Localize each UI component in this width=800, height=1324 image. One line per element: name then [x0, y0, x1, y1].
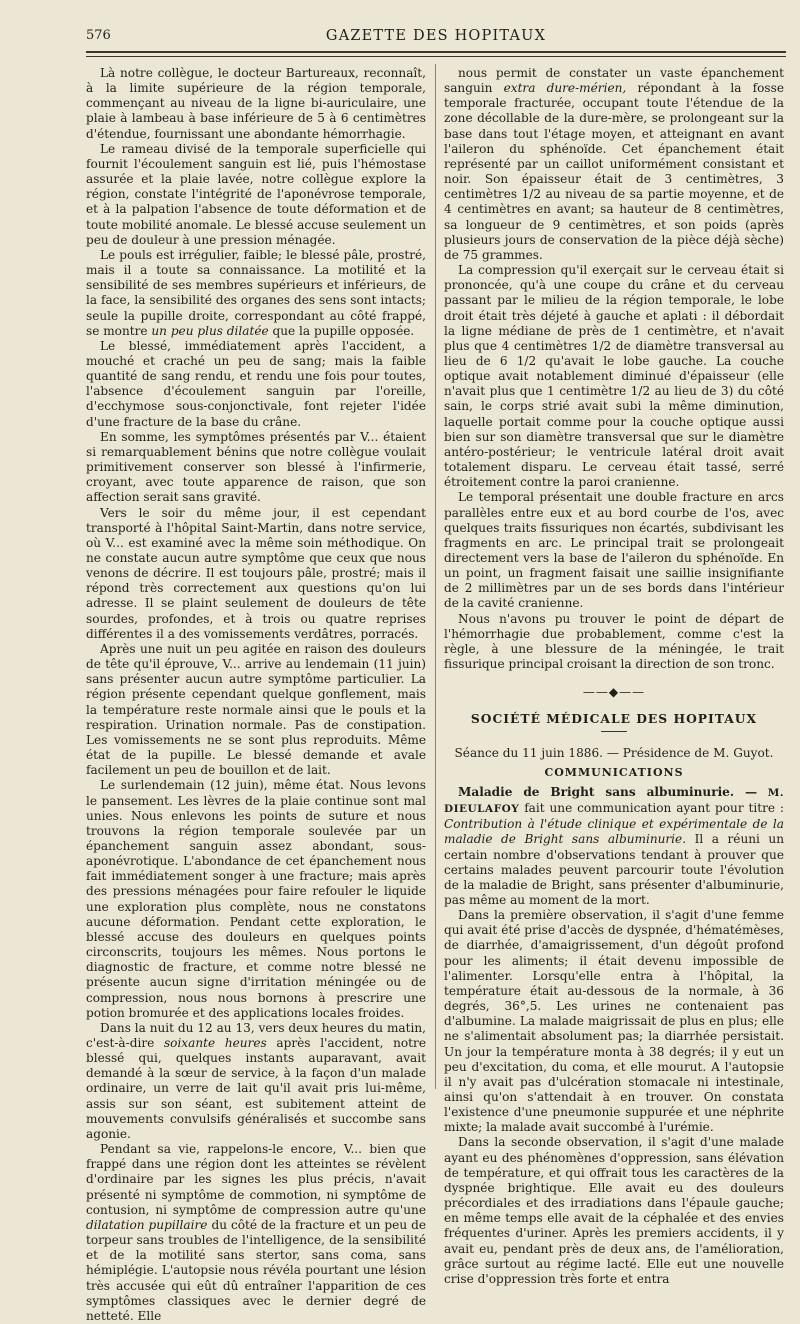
header-rule-thin [86, 56, 786, 57]
paragraph: Dans la nuit du 12 au 13, vers deux heures du matin, c'est-à-dire soixante heures après l'accident, notre blessé qui, quelques instants auparavant, avait demandé à la sœur de service, à la façon d'un malade ordinaire, un verre de lait qu'il avait pris lui-même, assis sur son séant, est subitement atteint de mouvements convulsifs généralisés et succombe sans agonie. [86, 1020, 426, 1141]
column-divider [435, 64, 436, 1089]
paragraph: Après une nuit un peu agitée en raison des douleurs de tête qu'il éprouve, V... arrive au lendemain (11 juin) sans présenter aucun autre symptôme particulier. La région présente cependant quelque gonflement, mais la température reste normale ainsi que le pouls et la respiration. Urination normale. Pas de constipation. Les vomissements ne se sont plus reproduits. Même état de la pupille. Le blessé demande et avale facilement un peu de bouillon et de lait. [86, 641, 426, 778]
paragraph: Nous n'avons pu trouver le point de départ de l'hémorrhagie due probablement, comme c'est la règle, à une blessure de la méningée, le trait fissurique principal croisant la direction de son tronc. [444, 611, 784, 672]
paragraph: nous permit de constater un vaste épanchement sanguin extra dure-mérien, répondant à la fosse temporale fracturée, occupant toute l'étendue de la zone décollable de la dure-mère, se prolongeant sur la base dans tout l'étage moyen, et atteignant en avant l'aileron du sphénoïde. Cet épanchement était représenté par un caillot uniformément consistant et noir. Son épaisseur était de 3 centimètres, 3 centimètres 1/2 au niveau de sa partie moyenne, et de 4 centimètres en avant; sa hauteur de 8 centimètres, sa longueur de 9 centimètres, et son poids (après plusieurs jours de conservation de la pièce déjà sèche) de 75 grammes. [444, 66, 784, 262]
page-header [86, 22, 786, 52]
subsection-title: COMMUNICATIONS [544, 765, 684, 779]
paragraph: En somme, les symptômes présentés par V... étaient si remarquablement bénins que notre collègue voulait primitivement conserver son blessé à l'infirmerie, croyant, avec toute apparence de raison, que son affection serait sans gravité. [86, 429, 426, 505]
paragraph: Le blessé, immédiatement après l'accident, a mouché et craché un peu de sang; mais la faible quantité de sang rendu, et rendu une fois pour toutes, l'absence d'écoulement sanguin par l'oreille, d'ecchymose sous-conjonctivale, font rejeter l'idée d'une fracture de la base du crâne. [86, 338, 426, 429]
section-title: SOCIÉTÉ MÉDICALE DES HOPITAUX [470, 711, 758, 727]
session-line: Séance du 11 juin 1886. — Présidence de M. Guyot. [454, 745, 774, 760]
paragraph: Dans la première observation, il s'agit d'une femme qui avait été prise d'accès de dyspnée, d'hématémèses, de diarrhée, d'amaigrissement, d'un dégoût profond pour les aliments; il était devenu impossible de l'alimenter. Lorsqu'elle entra à l'hôpital, la température était au-dessous de la normale, à 36 degrés, 36°,5. Les urines ne contenaient pas d'albumine. La malade maigrissait de plus en plus; elle ne s'alimentait absolument pas; la diarrhée persistait. Un jour la température monta à 38 degrés; il y eut un peu d'excitation, du coma, et elle mourut. A l'autopsie il n'y avait pas d'ulcération stomacale ni intestinale, ainsi qu'on s'attendait à en trouver. On constata l'existence d'une pneumonie suppurée et une néphrite mixte; la malade avait succombé à l'urémie. [444, 908, 784, 1135]
paragraph: Là notre collègue, le docteur Bartureaux, reconnaît, à la limite supérieure de la région temporale, commençant au niveau de la ligne bi-auriculaire, une plaie à lambeau à base inférieure de 5 à 6 centimètres d'étendue, fournissant une abondante hémorrhagie. [86, 66, 426, 141]
running-title: GAZETTE DES HOPITAUX [325, 28, 547, 44]
paragraph: Pendant sa vie, rappelons-le encore, V... bien que frappé dans une région dont les atteintes se révèlent d'ordinaire par les signes les plus précis, n'avait présenté ni symptôme de commotion, ni symptôme de contusion, ni symptôme de compression autre qu'une dilatation pupillaire du côté de la fracture et un peu de torpeur sans troubles de l'intelligence, de la sensibilité et de la motilité sans stertor, sans coma, sans hémiplégie. L'autopsie nous révéla pourtant une lésion très accusée qui eût dû entraîner l'apparition de ces symptômes classiques avec le dernier degré de netteté. Elle [86, 1142, 427, 1323]
left-column [86, 66, 426, 1324]
paragraph: Dans la seconde observation, il s'agit d'une malade ayant eu des phénomènes d'oppression, sans élévation de température, et qui offrait tous les caractères de la dyspnée brightique. Elle avait eu des douleurs précordiales et des irradiations dans l'épaule gauche; en même temps elle avait de la céphalée et des envies fréquentes d'uriner. Après les premiers accidents, il y avait eu, pendant près de deux ans, de l'amélioration, grâce surtout au régime lacté. Elle eut une nouvelle crise d'oppression très forte et entra [444, 1135, 784, 1286]
short-rule [601, 731, 627, 732]
paragraph: Vers le soir du même jour, il est cependant transporté à l'hôpital Saint-Martin, dans notre service, où V... est examiné avec la même soin méthodique. On ne constate aucun autre symptôme que ceux que nous venons de décrire. Il est toujours pâle, prostré; mais il répond très correctement aux questions qu'on lui adresse. Il se plaint seulement de douleurs de tête sourdes, profondes, et à trois ou quatre reprises différentes il a des vomissements verdâtres, porracés. [86, 505, 426, 641]
paragraph: Le surlendemain (12 juin), même état. Nous levons le pansement. Les lèvres de la plaie continue sont mal unies. Nous enlevons les points de suture et nous trouvons la région temporale soulevée par un épanchement sanguin assez abondant, sous-aponévrotique. L'abondance de cet épanchement nous fait immédiatement songer à une fracture; mais après des pressions ménagées pour faire refouler le liquide une exploration plus complète, nous ne constatons aucune déformation. Pendant cette exploration, le blessé accuse des douleurs en quelques points circonscrits, toujours les mêmes. Nous portons le diagnostic de fracture, et comme notre blessé ne présente aucun signe d'irritation méningée ou de compression, nous nous bornons à prescrire une potion bromurée et des applications locales froides. [86, 778, 426, 1020]
paragraph: Le rameau divisé de la temporale superficielle qui fournit l'écoulement sanguin est lié, puis l'hémostase assurée et la plaie lavée, notre collègue explore la région, constate l'intégrité de l'aponévrose temporale, et à la palpation l'absence de toute déformation et de toute mobilité anomale. Le blessé accuse seulement un peu de douleur à une pression ménagée. [86, 141, 426, 247]
paragraph: Le temporal présentait une double fracture en arcs parallèles entre eux et au bord courbe de l'os, avec quelques traits fissuriques non écartés, subdivisant les fragments en arc. Le principal trait se prolongeait directement vers la base de l'aileron du sphénoïde. En un point, un fragment faisait une saillie insignifiante de 2 millimètres par un de ses bords dans l'intérieur de la cavité cranienne. [444, 490, 784, 611]
page-number: 576 [86, 28, 111, 43]
paragraph: Le pouls est irrégulier, faible; le blessé pâle, prostré, mais il a toute sa connaissance. La motilité et la sensibilité de ses membres supérieurs et inférieurs, de la face, la sensibilité des organes des sens sont intacts; seule la pupille droite, correspondant au côté frappé, se montre un peu plus dilatée que la pupille opposée. [86, 247, 426, 338]
header-rule-thick [86, 51, 786, 53]
right-column [444, 66, 784, 1287]
paragraph: La compression qu'il exerçait sur le cerveau était si prononcée, qu'à une coupe du crâne et du cerveau passant par le milieu de la région temporale, le lobe droit était très déjeté à gauche et aplati : il débordait la ligne médiane de près de 1 centimètre, et n'avait plus que 4 centimètres 1/2 de diamètre transversal au lieu de 6 1/2 qu'avait le lobe gauche. La couche optique avait notablement diminué d'épaisseur (elle n'avait plus que 1 centimètre 1/2 au lieu de 3) du côté sain, le corps strié avait subi la même diminution, laquelle portait comme pour la couche optique aussi bien sur son diamètre transversal que sur le diamètre antéro-postérieur; le ventricule latéral droit avait totalement disparu. Le cerveau était tassé, serré étroitement contre la paroi cranienne. [444, 263, 784, 490]
paragraph: Maladie de Bright sans albuminurie. — M. DIEULAFOY fait une communication ayant pour titre : Contribution à l'étude clinique et expérimentale de la maladie de Bright sans albuminurie. Il a réuni un certain nombre d'observations tendant à prouver que certains malades peuvent parcourir toute l'évolution de la maladie de Bright, sans présenter d'albuminurie, pas même au moment de la mort. [444, 784, 784, 907]
section-separator: ——◆—— [582, 685, 646, 700]
